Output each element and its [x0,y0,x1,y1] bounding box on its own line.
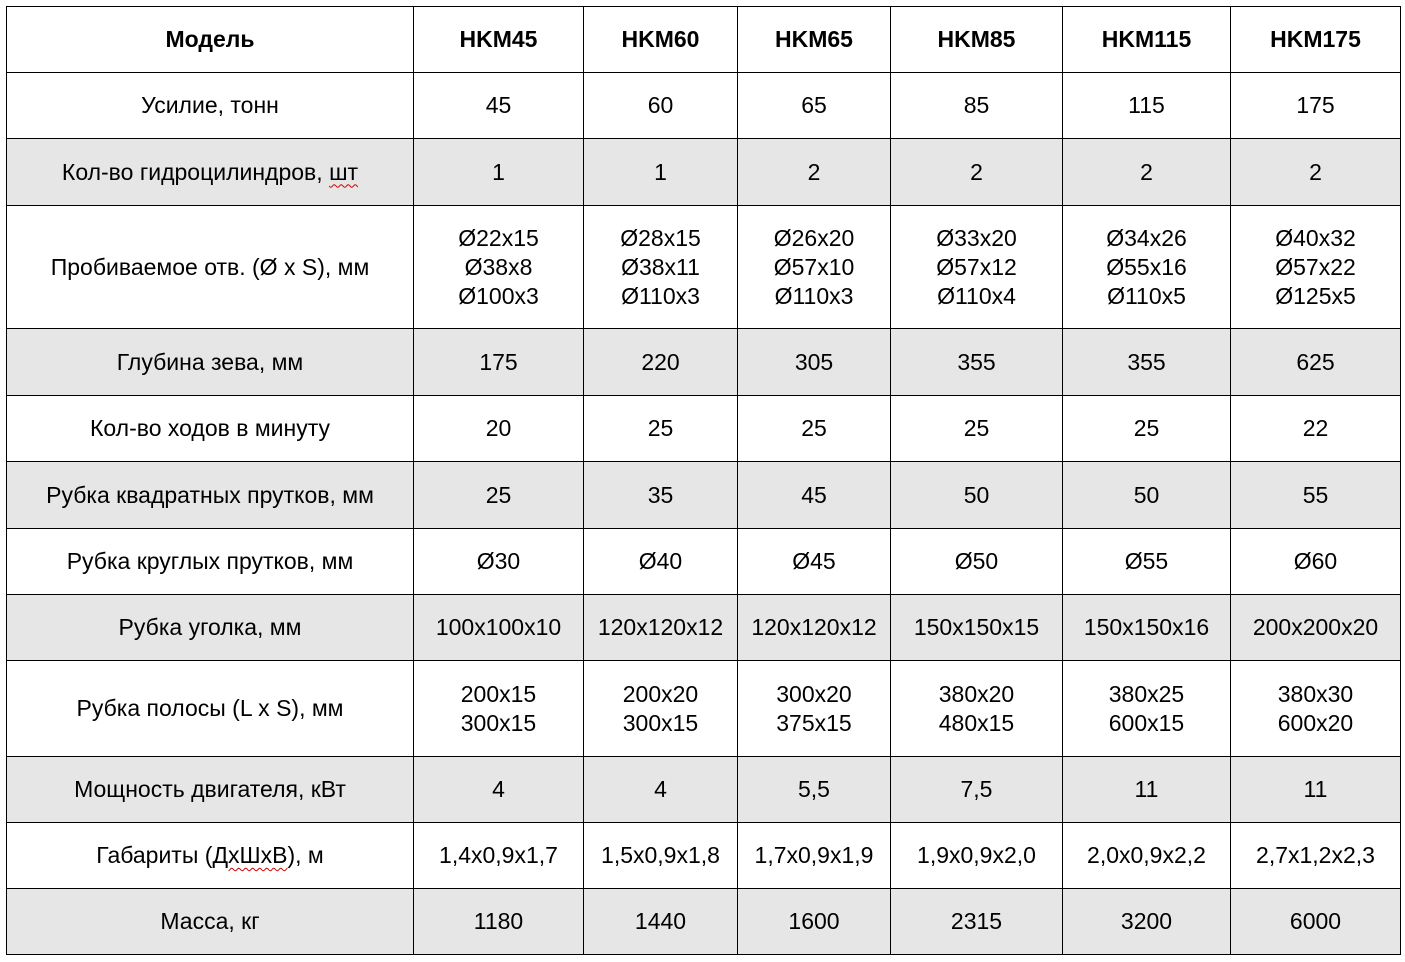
row-label: Рубка полосы (L x S), мм [7,661,414,757]
cell-line: Ø57x22 [1275,253,1356,280]
table-cell: 115 [1063,73,1231,139]
cell-line: Ø40x32 [1275,224,1356,251]
table-cell: 50 [891,462,1063,529]
table-cell: Ø50 [891,529,1063,595]
table-cell: 1,9x0,9x2,0 [891,823,1063,889]
table-cell: 100x100x10 [414,595,584,661]
table-row [7,206,1401,329]
table-cell [414,661,584,757]
model-header: HKM45 [414,7,584,73]
cell-line: Ø28x15 [620,224,701,251]
cell-line: Ø110x4 [937,282,1016,309]
table-cell: 305 [738,329,891,396]
table-cell: 45 [738,462,891,529]
table-row [7,396,1401,462]
table-cell: 2,0x0,9x2,2 [1063,823,1231,889]
table-cell: 45 [414,73,584,139]
table-cell: 7,5 [891,757,1063,823]
spellcheck-flagged-word: шт [329,158,359,185]
table-cell: 1 [414,139,584,206]
table-cell: 4 [584,757,738,823]
cell-line: Ø38x8 [464,253,533,280]
cell-line: Ø33x20 [936,224,1017,251]
table-cell [414,206,584,329]
table-cell [1231,206,1401,329]
cell-line: 380x25 [1108,680,1185,707]
cell-line: Ø55x16 [1106,253,1187,280]
row-label-prefix: Габариты ( [96,842,213,868]
table-cell: 6000 [1231,889,1401,955]
table-cell: Ø55 [1063,529,1231,595]
table-cell: Ø45 [738,529,891,595]
table-row [7,823,1401,889]
table-row [7,139,1401,206]
cell-line: 600x15 [1108,709,1185,736]
model-header: HKM60 [584,7,738,73]
table-cell: 60 [584,73,738,139]
cell-line: 380x20 [938,680,1015,707]
table-cell: 20 [414,396,584,462]
model-header: HKM85 [891,7,1063,73]
table-cell: 1440 [584,889,738,955]
table-row [7,529,1401,595]
table-cell [738,206,891,329]
table-cell: 200x200x20 [1231,595,1401,661]
table-cell: 25 [584,396,738,462]
table-row [7,757,1401,823]
table-cell: 25 [738,396,891,462]
row-label: Рубка круглых прутков, мм [7,529,414,595]
table-cell: 150x150x16 [1063,595,1231,661]
table-cell: 1,5x0,9x1,8 [584,823,738,889]
table-cell: 625 [1231,329,1401,396]
header-row [7,7,1401,73]
spec-table [6,6,1401,955]
row-label: Кол-во ходов в минуту [7,396,414,462]
row-label [7,823,414,889]
row-label: Глубина зева, мм [7,329,414,396]
cell-line: 480x15 [938,709,1015,736]
cell-line: Ø110x3 [621,282,700,309]
table-cell: 1 [584,139,738,206]
table-cell: 25 [414,462,584,529]
cell-line: Ø26x20 [773,224,855,251]
cell-line: Ø38x11 [621,253,700,280]
cell-line: Ø110x3 [774,282,854,309]
table-cell: 25 [1063,396,1231,462]
table-cell: 220 [584,329,738,396]
table-cell [584,661,738,757]
table-cell: 1,4x0,9x1,7 [414,823,584,889]
table-cell: 4 [414,757,584,823]
cell-line: Ø100x3 [458,282,539,309]
table-cell: 55 [1231,462,1401,529]
table-cell [1231,661,1401,757]
cell-line: Ø34x26 [1106,224,1187,251]
table-cell: 25 [891,396,1063,462]
table-cell: 35 [584,462,738,529]
table-row [7,661,1401,757]
header-label: Модель [7,7,414,73]
table-cell: 1180 [414,889,584,955]
table-cell [738,661,891,757]
table-cell: 2 [1063,139,1231,206]
model-header: HKM115 [1063,7,1231,73]
table-cell: Ø60 [1231,529,1401,595]
table-cell: Ø30 [414,529,584,595]
table-cell [891,206,1063,329]
table-cell: 175 [414,329,584,396]
table-cell [584,206,738,329]
cell-line: Ø57x12 [936,253,1017,280]
table-cell [1063,661,1231,757]
table-cell: 175 [1231,73,1401,139]
table-row [7,889,1401,955]
table-cell: 65 [738,73,891,139]
table-cell: 85 [891,73,1063,139]
table-cell [891,661,1063,757]
row-label: Пробиваемое отв. (Ø x S), мм [7,206,414,329]
table-cell: 355 [1063,329,1231,396]
cell-line: Ø22x15 [458,224,539,251]
table-cell: 22 [1231,396,1401,462]
cell-line: Ø110x5 [1107,282,1186,309]
cell-line: 200x15 [460,680,537,707]
cell-line: 600x20 [1277,709,1354,736]
row-label: Масса, кг [7,889,414,955]
table-cell: 2 [1231,139,1401,206]
table-cell: 5,5 [738,757,891,823]
table-cell: 120x120x12 [738,595,891,661]
cell-line: 200x20 [622,680,699,707]
table-cell: 50 [1063,462,1231,529]
cell-line: 375x15 [776,709,852,736]
row-label-prefix: Кол-во гидроцилиндров, [61,158,330,185]
row-label [7,139,414,206]
table-cell: 11 [1231,757,1401,823]
cell-line: Ø125x5 [1275,282,1356,309]
table-row [7,462,1401,529]
table-row [7,595,1401,661]
row-label: Рубка квадратных прутков, мм [7,462,414,529]
table-cell: 150x150x15 [891,595,1063,661]
cell-line: 380x30 [1277,680,1354,707]
row-label-suffix: ), м [287,842,324,868]
table-cell: 2315 [891,889,1063,955]
table-cell: 2 [891,139,1063,206]
table-cell: 2,7x1,2x2,3 [1231,823,1401,889]
row-label: Усилие, тонн [7,73,414,139]
table-cell [1063,206,1231,329]
spellcheck-flagged-word: ДхШхВ [212,842,288,868]
table-cell: 1600 [738,889,891,955]
table-row [7,329,1401,396]
table-cell: 2 [738,139,891,206]
table-cell: 1,7x0,9x1,9 [738,823,891,889]
table-cell: 355 [891,329,1063,396]
model-header: HKM175 [1231,7,1401,73]
table-cell: 120x120x12 [584,595,738,661]
model-header: HKM65 [738,7,891,73]
row-label: Мощность двигателя, кВт [7,757,414,823]
table-cell: 11 [1063,757,1231,823]
table-cell: 3200 [1063,889,1231,955]
cell-line: Ø57x10 [773,253,855,280]
table-cell: Ø40 [584,529,738,595]
table-row [7,73,1401,139]
cell-line: 300x20 [776,680,852,707]
row-label: Рубка уголка, мм [7,595,414,661]
cell-line: 300x15 [460,709,537,736]
cell-line: 300x15 [622,709,699,736]
